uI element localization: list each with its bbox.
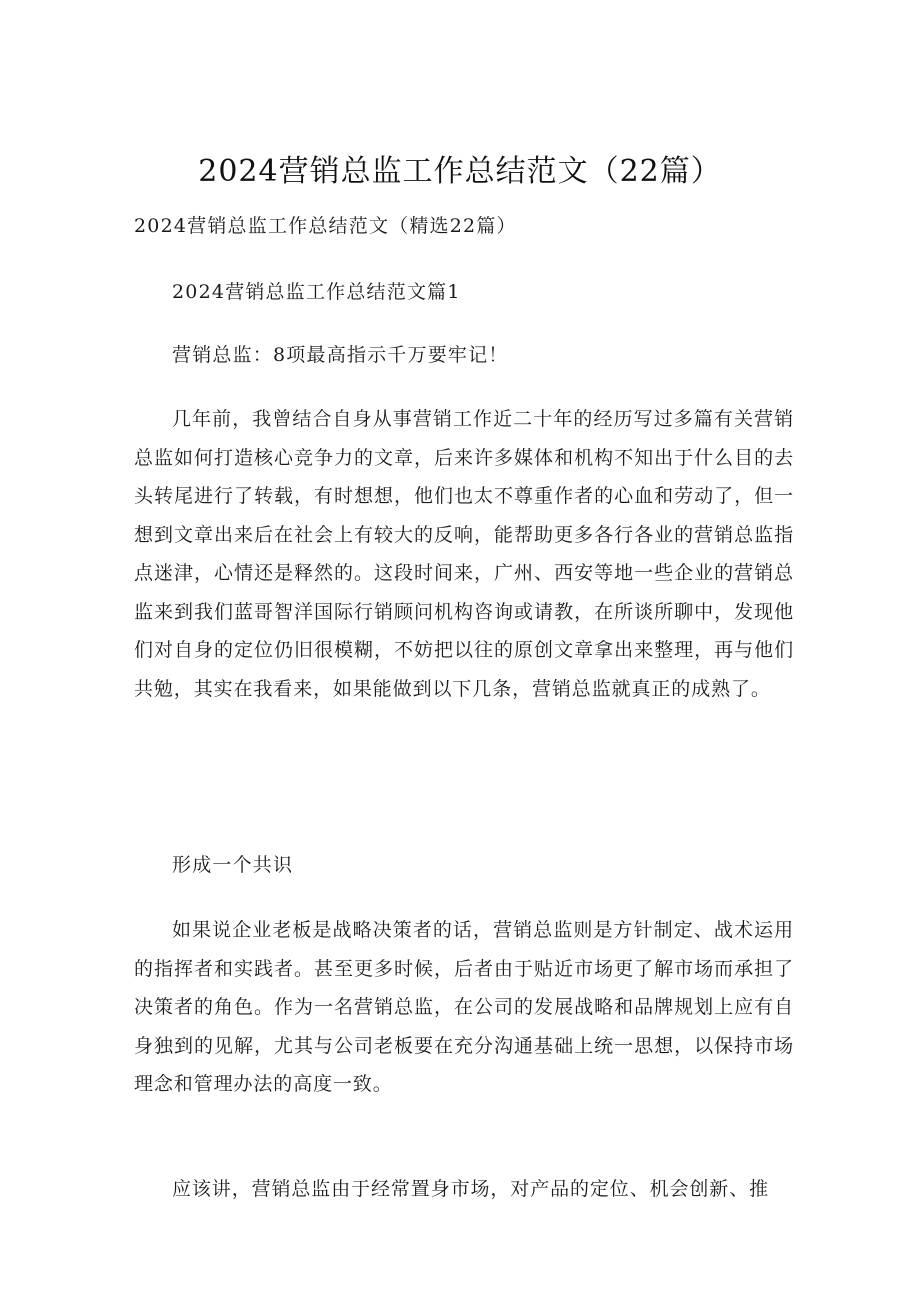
body-paragraph: 应该讲，营销总监由于经常置身市场，对产品的定位、机会创新、推 [172, 1178, 770, 1200]
sub-heading: 形成一个共识 [172, 854, 294, 876]
document-subtitle: 2024营销总监工作总结范文（精选22篇） [134, 215, 517, 237]
body-paragraph: 几年前，我曾结合自身从事营销工作近二十年的经历写过多篇有关营销总监如何打造核心竞争力的文章，后来许多媒体和机构不知出于什么目的去头转尾进行了转载，有时想想，他们也太不尊重作者的心血和劳动了，但一想到文章出来后在社会上有较大的反响，能帮助更多各行各业的营销总监指点迷津，心情还是释然的。这段时间来，广州、西安等地一些企业的营销总监来到我们蓝哥智洋国际行销顾问机构咨询或请教，在所谈所聊中，发现他们对自身的定位仍旧很模糊，不妨把以往的原创文章拿出来整理，再与他们共勉，其实在我看来，如果能做到以下几条，营销总监就真正的成熟了。 [134, 408, 794, 700]
section-heading: 2024营销总监工作总结范文篇1 [172, 281, 461, 303]
document-title: 2024营销总监工作总结范文（22篇） [198, 154, 722, 189]
article-heading: 营销总监：8项最高指示千万要牢记！ [172, 344, 509, 366]
body-paragraph: 如果说企业老板是战略决策者的话，营销总监则是方针制定、战术运用的指挥者和实践者。甚至更多时候，后者由于贴近市场更了解市场而承担了决策者的角色。作为一名营销总监，在公司的发展战略和品牌规划上应有自身独到的见解，尤其与公司老板要在充分沟通基础上统一思想，以保持市场理念和管理办法的高度一致。 [134, 919, 794, 1095]
